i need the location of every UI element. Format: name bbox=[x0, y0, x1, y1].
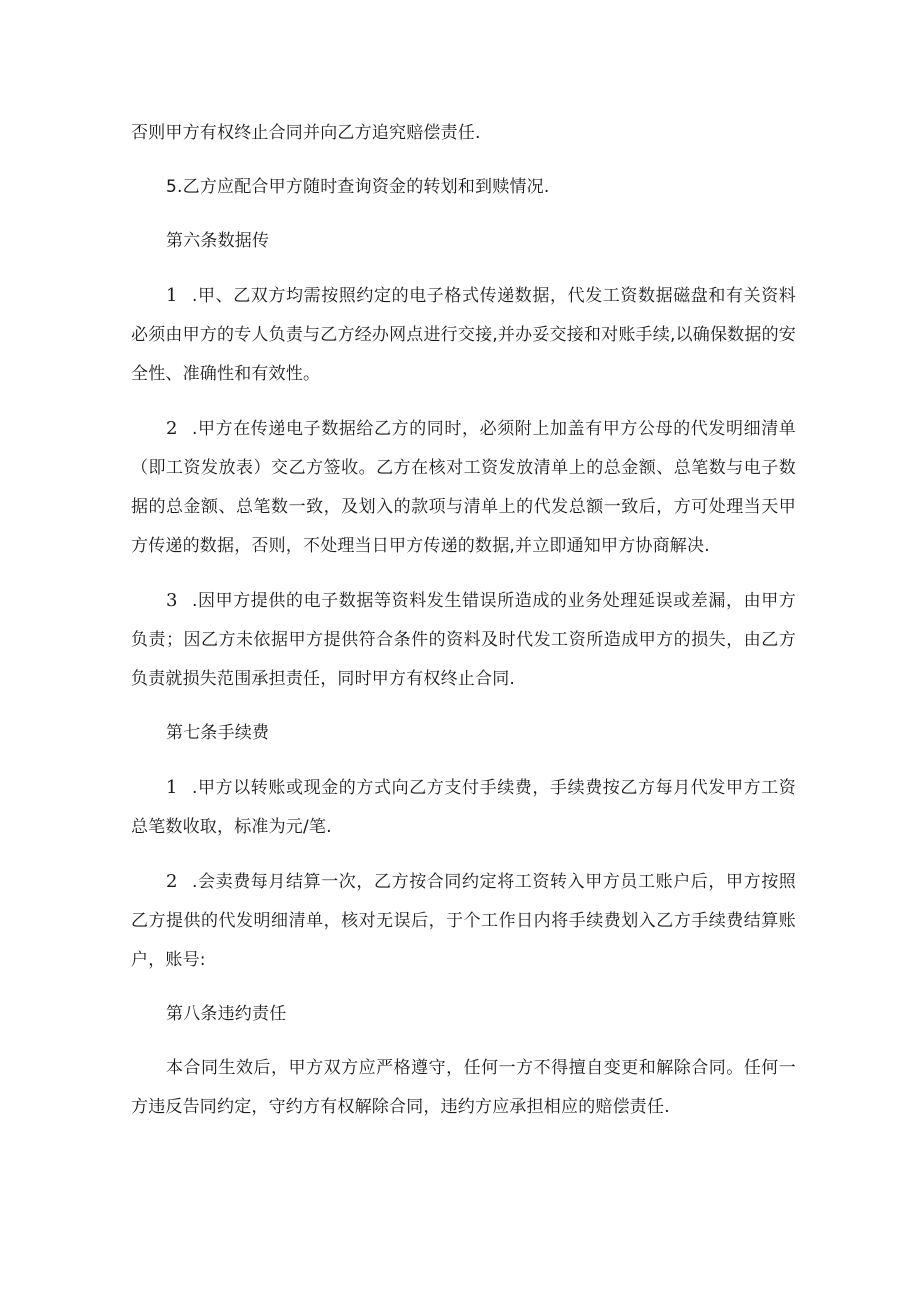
section-heading-article-7 bbox=[131, 714, 796, 753]
paragraph-text: 本合同生效后，甲方双方应严格遵守，任何一方不得擅自变更和解除合同。任何一方违反告同约定，守约方有权解除合同，违约方应承担相应的赔偿责任. bbox=[131, 1058, 796, 1117]
item-number: 1 bbox=[166, 285, 178, 306]
item-number: 3 bbox=[166, 590, 178, 611]
paragraph-text: .甲方以转账或现金的方式向乙方支付手续费，手续费按乙方每月代发甲方工资总笔数收取，标准为元/笔. bbox=[131, 778, 796, 837]
item-number: 2 bbox=[166, 871, 178, 892]
paragraph-text: .甲方在传递电子数据给乙方的同时，必须附上加盖有甲方公母的代发明细清单（即工资发放表）交乙方签收。乙方在核对工资发放清单上的总金额、总笔数与电子数据的总金额、总笔数一致，及划入的款项与清单上的代发总额一致后，方可处理当天甲方传递的数据，否则，不处理当日甲方传递的数据,并立即通知甲方协商解决. bbox=[131, 419, 796, 556]
section-heading-article-8 bbox=[131, 995, 796, 1034]
paragraph-item bbox=[131, 409, 796, 566]
paragraph-item bbox=[131, 768, 796, 847]
heading-text: 第六条数据传 bbox=[166, 231, 270, 251]
paragraph-item bbox=[131, 862, 796, 980]
section-heading-article-6 bbox=[131, 222, 796, 261]
paragraph-item bbox=[131, 1049, 796, 1127]
item-number: 1 bbox=[166, 777, 178, 798]
item-number: 2 bbox=[166, 418, 178, 439]
paragraph-text: 否则甲方有权终止合同并向乙方追究赔偿责任. bbox=[131, 123, 481, 143]
heading-text: 第八条违约责任 bbox=[166, 1004, 287, 1024]
paragraph-text: .因甲方提供的电子数据等资料发生错误所造成的业务处理延误或差漏，由甲方负责；因乙方未依据甲方提供符合条件的资料及时代发工资所造成甲方的损失，由乙方负责就损失范围承担责任，同时甲方有权终止合同. bbox=[131, 591, 796, 689]
paragraph-item bbox=[131, 581, 796, 699]
paragraph-text: .甲、乙双方均需按照约定的电子格式传递数据，代发工资数据磁盘和有关资料必须由甲方的专人负责与乙方经办网点进行交接,并办妥交接和对账手续,以确保数据的安全性、准确性和有效性。 bbox=[131, 286, 796, 384]
paragraph-item bbox=[131, 276, 796, 394]
heading-text: 第七条手续费 bbox=[166, 723, 270, 743]
paragraph-continuation bbox=[131, 114, 796, 153]
paragraph-text: .会卖费每月结算一次，乙方按合同约定将工资转入甲方员工账户后，甲方按照乙方提供的代发明细清单，核对无误后，于个工作日内将手续费划入乙方手续费结算账户，账号: bbox=[131, 872, 796, 970]
paragraph-item bbox=[131, 168, 796, 207]
paragraph-text: 5.乙方应配合甲方随时查询资金的转划和到赎情况. bbox=[166, 177, 550, 197]
document-body bbox=[131, 114, 796, 1142]
